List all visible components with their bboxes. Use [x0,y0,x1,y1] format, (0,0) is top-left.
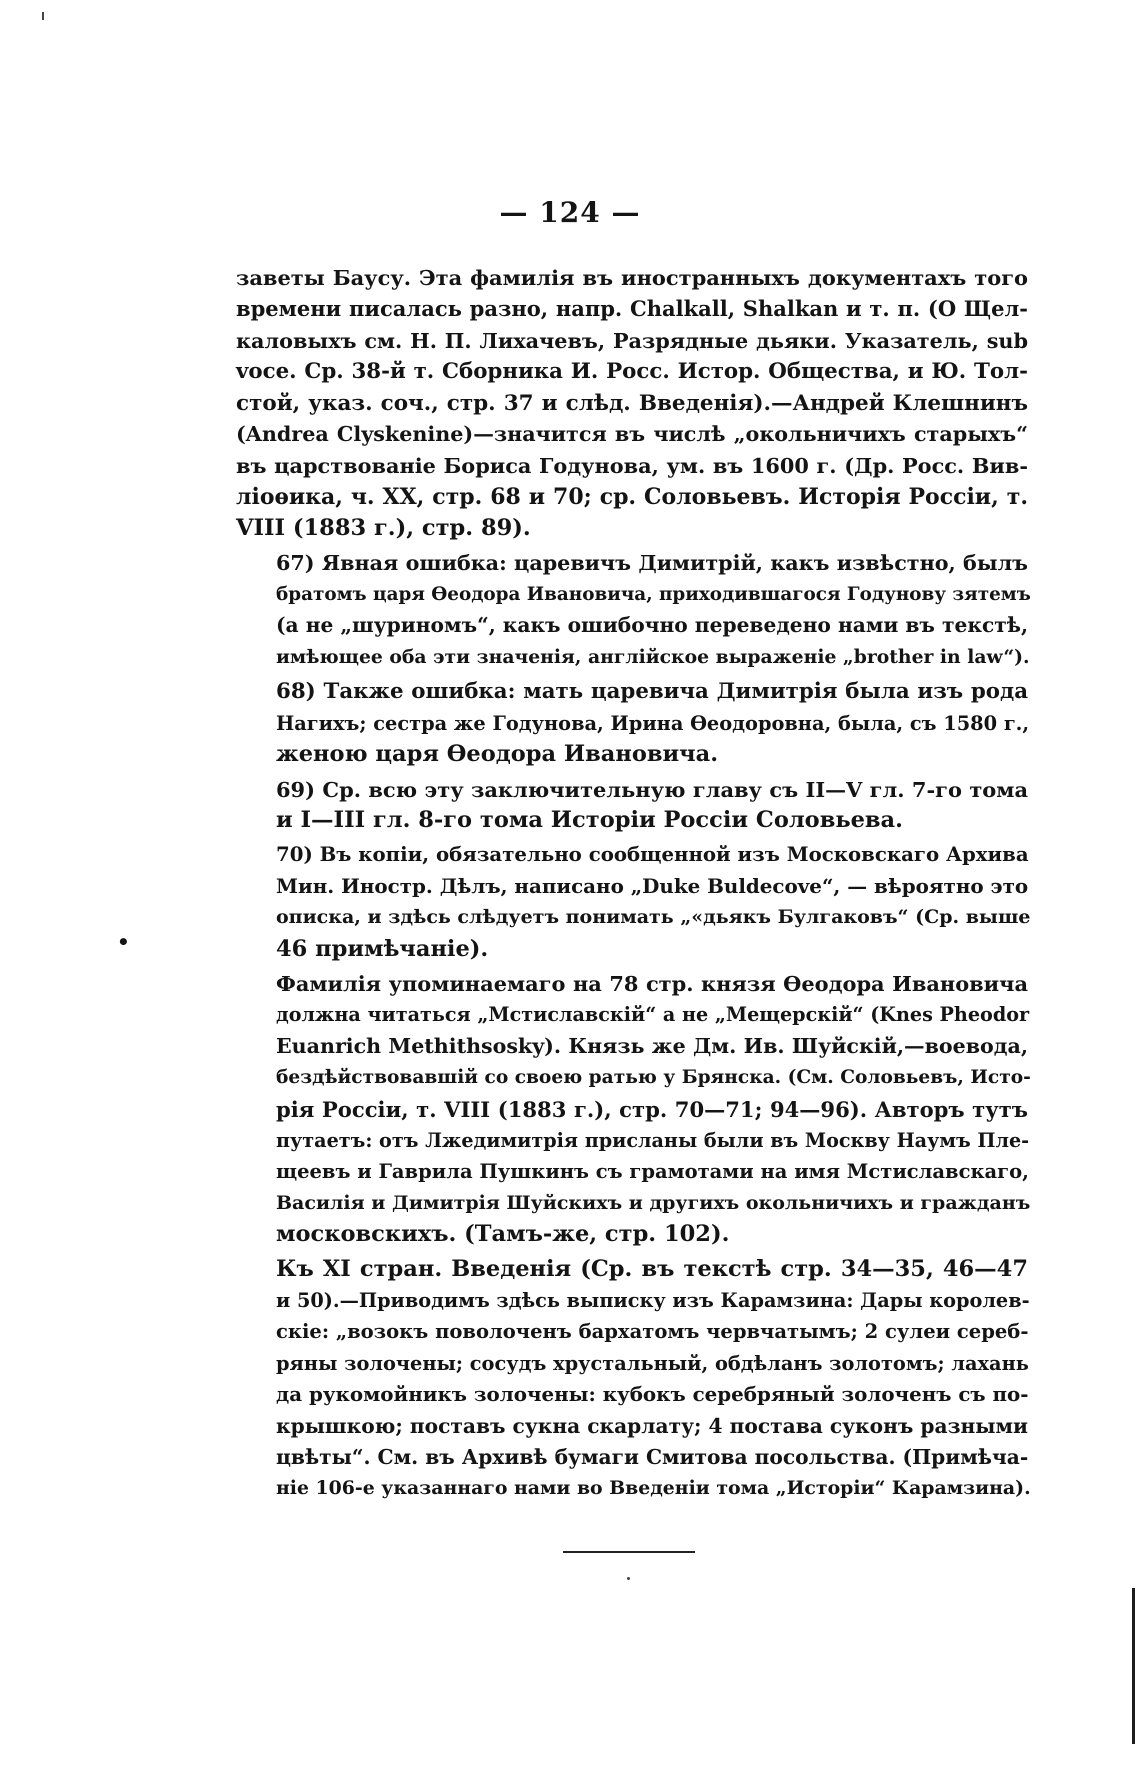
text-line: рія Россіи, т. VIII (1883 г.), стр. 70—71; 94—96). Авторъ тутъ [276,1096,1028,1122]
text-line: VIII (1883 г.), стр. 89). [236,515,531,542]
text-line: Нагихъ; сестра же Годунова, Ирина Ѳеодоровна, была, съ 1580 г., [276,711,1030,735]
margin-mark: • [117,930,130,954]
paragraph [236,262,1028,545]
text-line: бездѣйствовавшій со своею ратью у Брянска. (См. Соловьевъ, Исто- [276,1067,1031,1089]
text-line: должна читаться „Мстиславскій“ а не „Мещерскій“ (Knes Pheodor [276,1003,1030,1027]
text-line: Euanrich Methithsosky). Князь же Дм. Ив. Шуйскій,—воевода, [276,1033,1028,1058]
paragraph [236,548,1031,674]
text-line: (Andrea Clyskenine)—значится въ числѣ „окольничихъ старыхъ“ [236,422,1028,447]
text-line: и 50).—Приводимъ здѣсь выписку изъ Карамзина: Дары королев- [276,1289,1030,1312]
text-line: щеевъ и Гаврила Пушкинъ съ грамотами на имя Мстиславскаго, [276,1160,1029,1184]
scan-artifact-dot [627,1577,630,1580]
paragraph [236,676,1028,770]
text-line: путаетъ: отъ Лжедимитрія присланы были въ Москву Наумъ Пле- [276,1128,1030,1152]
paragraph [236,839,1031,965]
text-line: крышкою; поставъ сукна скарлату; 4 постава суконъ разными [276,1413,1028,1438]
scan-artifact-edge-line [1132,1588,1135,1744]
text-line: 69) Ср. всю эту заключительную главу съ II—V гл. 7-го тома [276,776,1028,802]
endnotes-text [236,262,1031,1508]
text-line: каловыхъ см. Н. П. Лихачевъ, Разрядные дьяки. Указатель, sub [236,327,1028,353]
scan-artifact-tick [42,12,44,20]
text-line: описка, и здѣсь слѣдуетъ понимать „«дьякъ Булгаковъ“ (Ср. выше [276,906,1031,929]
text-line: братомъ царя Ѳеодора Ивановича, приходившагося Годунову зятемъ [276,584,1031,606]
text-line: ніе 106-е указаннаго нами во Введеніи тома „Исторіи“ Карамзина). [276,1477,1031,1500]
text-line: Фамилія упоминаемаго на 78 стр. князя Ѳеодора Ивановича [276,970,1028,996]
paragraph [236,774,1028,837]
text-line: женою царя Ѳеодора Ивановича. [276,741,719,768]
text-line: 46 примѣчаніе). [276,935,489,962]
text-line: voce. Ср. 38-й т. Сборника И. Росс. Истор. Общества, и Ю. Тол- [236,359,1028,385]
text-line: (а не „шуриномъ“, какъ ошибочно переведено нами въ текстѣ, [276,613,1028,638]
text-line: 67) Явная ошибка: царевичъ Димитрій, какъ извѣстно, былъ [276,550,1028,575]
text-line: Къ XI стран. Введенія (Ср. въ текстѣ стр. 34—35, 46—47 [276,1255,1028,1282]
text-line: въ царствованіе Бориса Годунова, ум. въ 1600 г. (Др. Росс. Вив- [236,453,1028,479]
text-line: Мин. Иностр. Дѣлъ, написано „Duke Buldecove“, — вѣроятно это [276,873,1029,898]
text-line: 68) Также ошибка: мать царевича Димитрія была изъ рода [276,679,1028,705]
text-line: да рукомойникъ золочены: кубокъ серебряный золоченъ съ по- [276,1382,1029,1407]
text-line: ряны золочены; сосудъ хрустальный, обдѣланъ золотомъ; лахань [276,1351,1029,1375]
text-line: Василія и Димитрія Шуйскихъ и другихъ окольничихъ и гражданъ [276,1191,1031,1214]
page-number: — 124 — [499,196,641,229]
text-line: времени писалась разно, напр. Chalkall, Shalkan и т. п. (О Щел- [236,296,1028,322]
text-line: стой, указ. соч., стр. 37 и слѣд. Введенія).—Андрей Клешнинъ [236,390,1028,416]
text-line: ліоѳика, ч. XX, стр. 68 и 70; ср. Соловьевъ. Исторія Россіи, т. [236,483,1028,510]
text-line: 70) Въ копіи, обязательно сообщенной изъ Московскаго Архива [276,842,1029,867]
text-line: цвѣты“. См. въ Архивѣ бумаги Смитова посольства. (Примѣча- [276,1445,1029,1470]
paragraph [236,968,1031,1251]
text-line: заветы Баусу. Эта фамилія въ иностранныхъ документахъ того [236,265,1028,290]
text-line: имѣющее оба эти значенія, англійское выраженіе „brother in law“). [276,645,1030,668]
closing-rule [563,1551,695,1553]
text-line: и I—III гл. 8-го тома Исторіи Россіи Соловьева. [276,806,903,833]
text-line: скіе: „возокъ поволоченъ бархатомъ червчатымъ; 2 сулеи сереб- [276,1320,1029,1344]
text-line: московскихъ. (Тамъ-же, стр. 102). [276,1221,730,1248]
paragraph [236,1254,1031,1505]
